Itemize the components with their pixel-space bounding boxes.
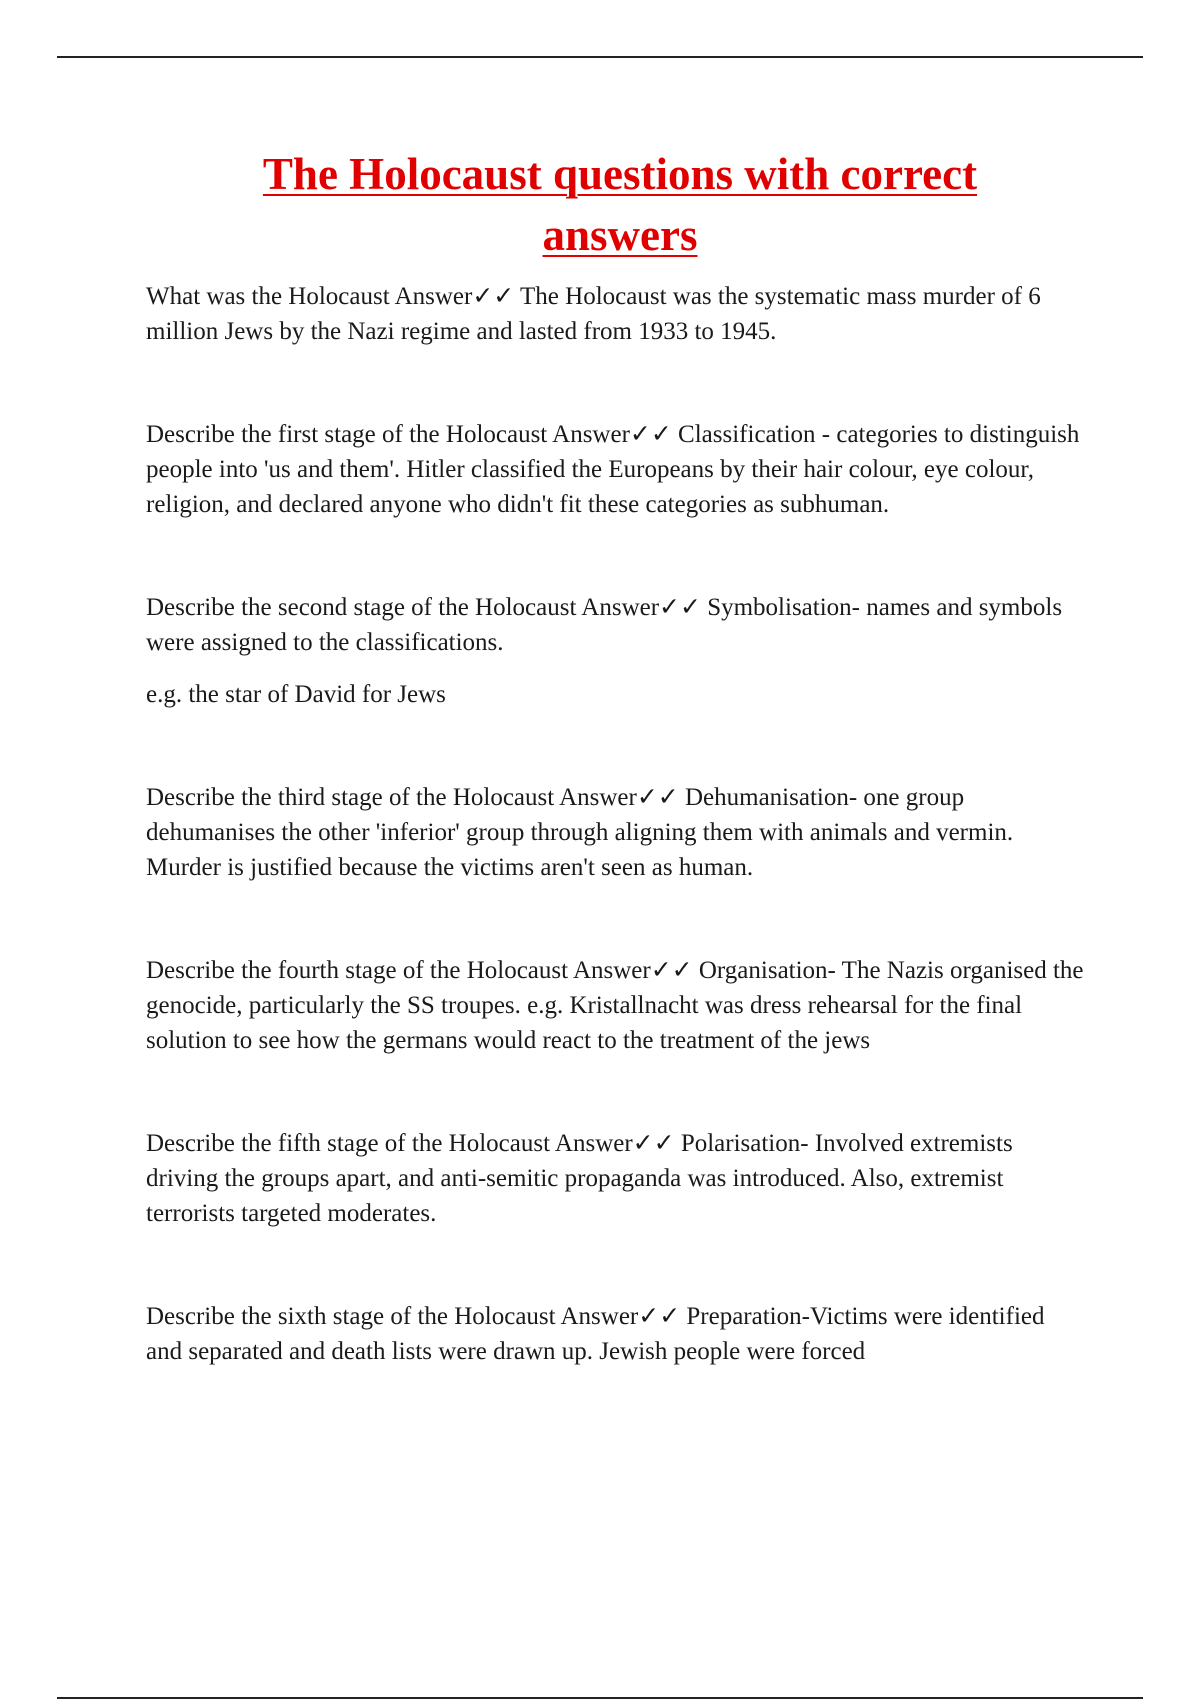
answer-text: Preparation-Victims were identified and separated and death lists were drawn up. Jewish people were forced	[146, 1303, 1045, 1365]
qa-item	[146, 1299, 1086, 1369]
answer-marker: Answer✓✓	[559, 784, 679, 811]
answer-text: Polarisation- Involved extremists driving the groups apart, and anti-semitic propaganda was introduced. Also, extremist terrorists targeted moderates.	[146, 1130, 1013, 1227]
document-title: The Holocaust questions with correct answers	[262, 149, 978, 260]
qa-paragraph	[146, 1299, 1086, 1369]
answer-text: The Holocaust was the systematic mass murder of 6 million Jews by the Nazi regime and lasted from 1933 to 1945.	[146, 283, 1041, 345]
answer-marker: Answer✓✓	[560, 1303, 681, 1330]
qa-paragraph	[146, 590, 1086, 660]
qa-item	[146, 1126, 1086, 1231]
answer-marker: Answer✓✓	[581, 594, 701, 621]
qa-paragraph	[146, 1126, 1086, 1231]
qa-list	[146, 279, 1086, 1369]
answer-text: Dehumanisation- one group dehumanises the other 'inferior' group through aligning them with animals and vermin. Murder is justified because the victims aren't seen as human.	[146, 784, 1014, 881]
question-text: What was the Holocaust	[146, 283, 390, 310]
answer-marker: Answer✓✓	[572, 957, 693, 984]
qa-paragraph	[146, 780, 1086, 885]
answer-example: e.g. the star of David for Jews	[146, 681, 446, 708]
question-text: Describe the fourth stage of the Holocaust	[146, 957, 569, 984]
top-rule	[57, 56, 1143, 58]
answer-text: Symbolisation- names and symbols were assigned to the classifications.	[146, 594, 1063, 656]
question-text: Describe the fifth stage of the Holocaust	[146, 1130, 551, 1157]
question-text: Describe the third stage of the Holocaust	[146, 784, 555, 811]
bottom-rule	[57, 1697, 1143, 1699]
question-text: Describe the sixth stage of the Holocaust	[146, 1303, 556, 1330]
answer-text: Classification - categories to distinguish people into 'us and them'. Hitler classified the Europeans by their hair colour, eye colour, religion, and declared anyone who didn't fit these categories as subhuman.	[146, 421, 1080, 518]
qa-item	[146, 279, 1086, 349]
qa-item	[146, 417, 1086, 522]
qa-paragraph	[146, 279, 1086, 349]
qa-paragraph	[146, 953, 1086, 1058]
question-text: Describe the first stage of the Holocaust	[146, 421, 548, 448]
answer-text: Organisation- The Nazis organised the genocide, particularly the SS troupes. e.g. Kristallnacht was dress rehearsal for the final solution to see how the germans would react to the treatment of the jews	[146, 957, 1084, 1054]
answer-marker: Answer✓✓	[552, 421, 672, 448]
qa-item	[146, 953, 1086, 1058]
qa-item	[146, 590, 1086, 712]
qa-item	[146, 780, 1086, 885]
answer-marker: Answer✓✓	[554, 1130, 675, 1157]
question-text: Describe the second stage of the Holocaust	[146, 594, 577, 621]
answer-marker: Answer✓✓	[394, 283, 515, 310]
qa-paragraph	[146, 417, 1086, 522]
